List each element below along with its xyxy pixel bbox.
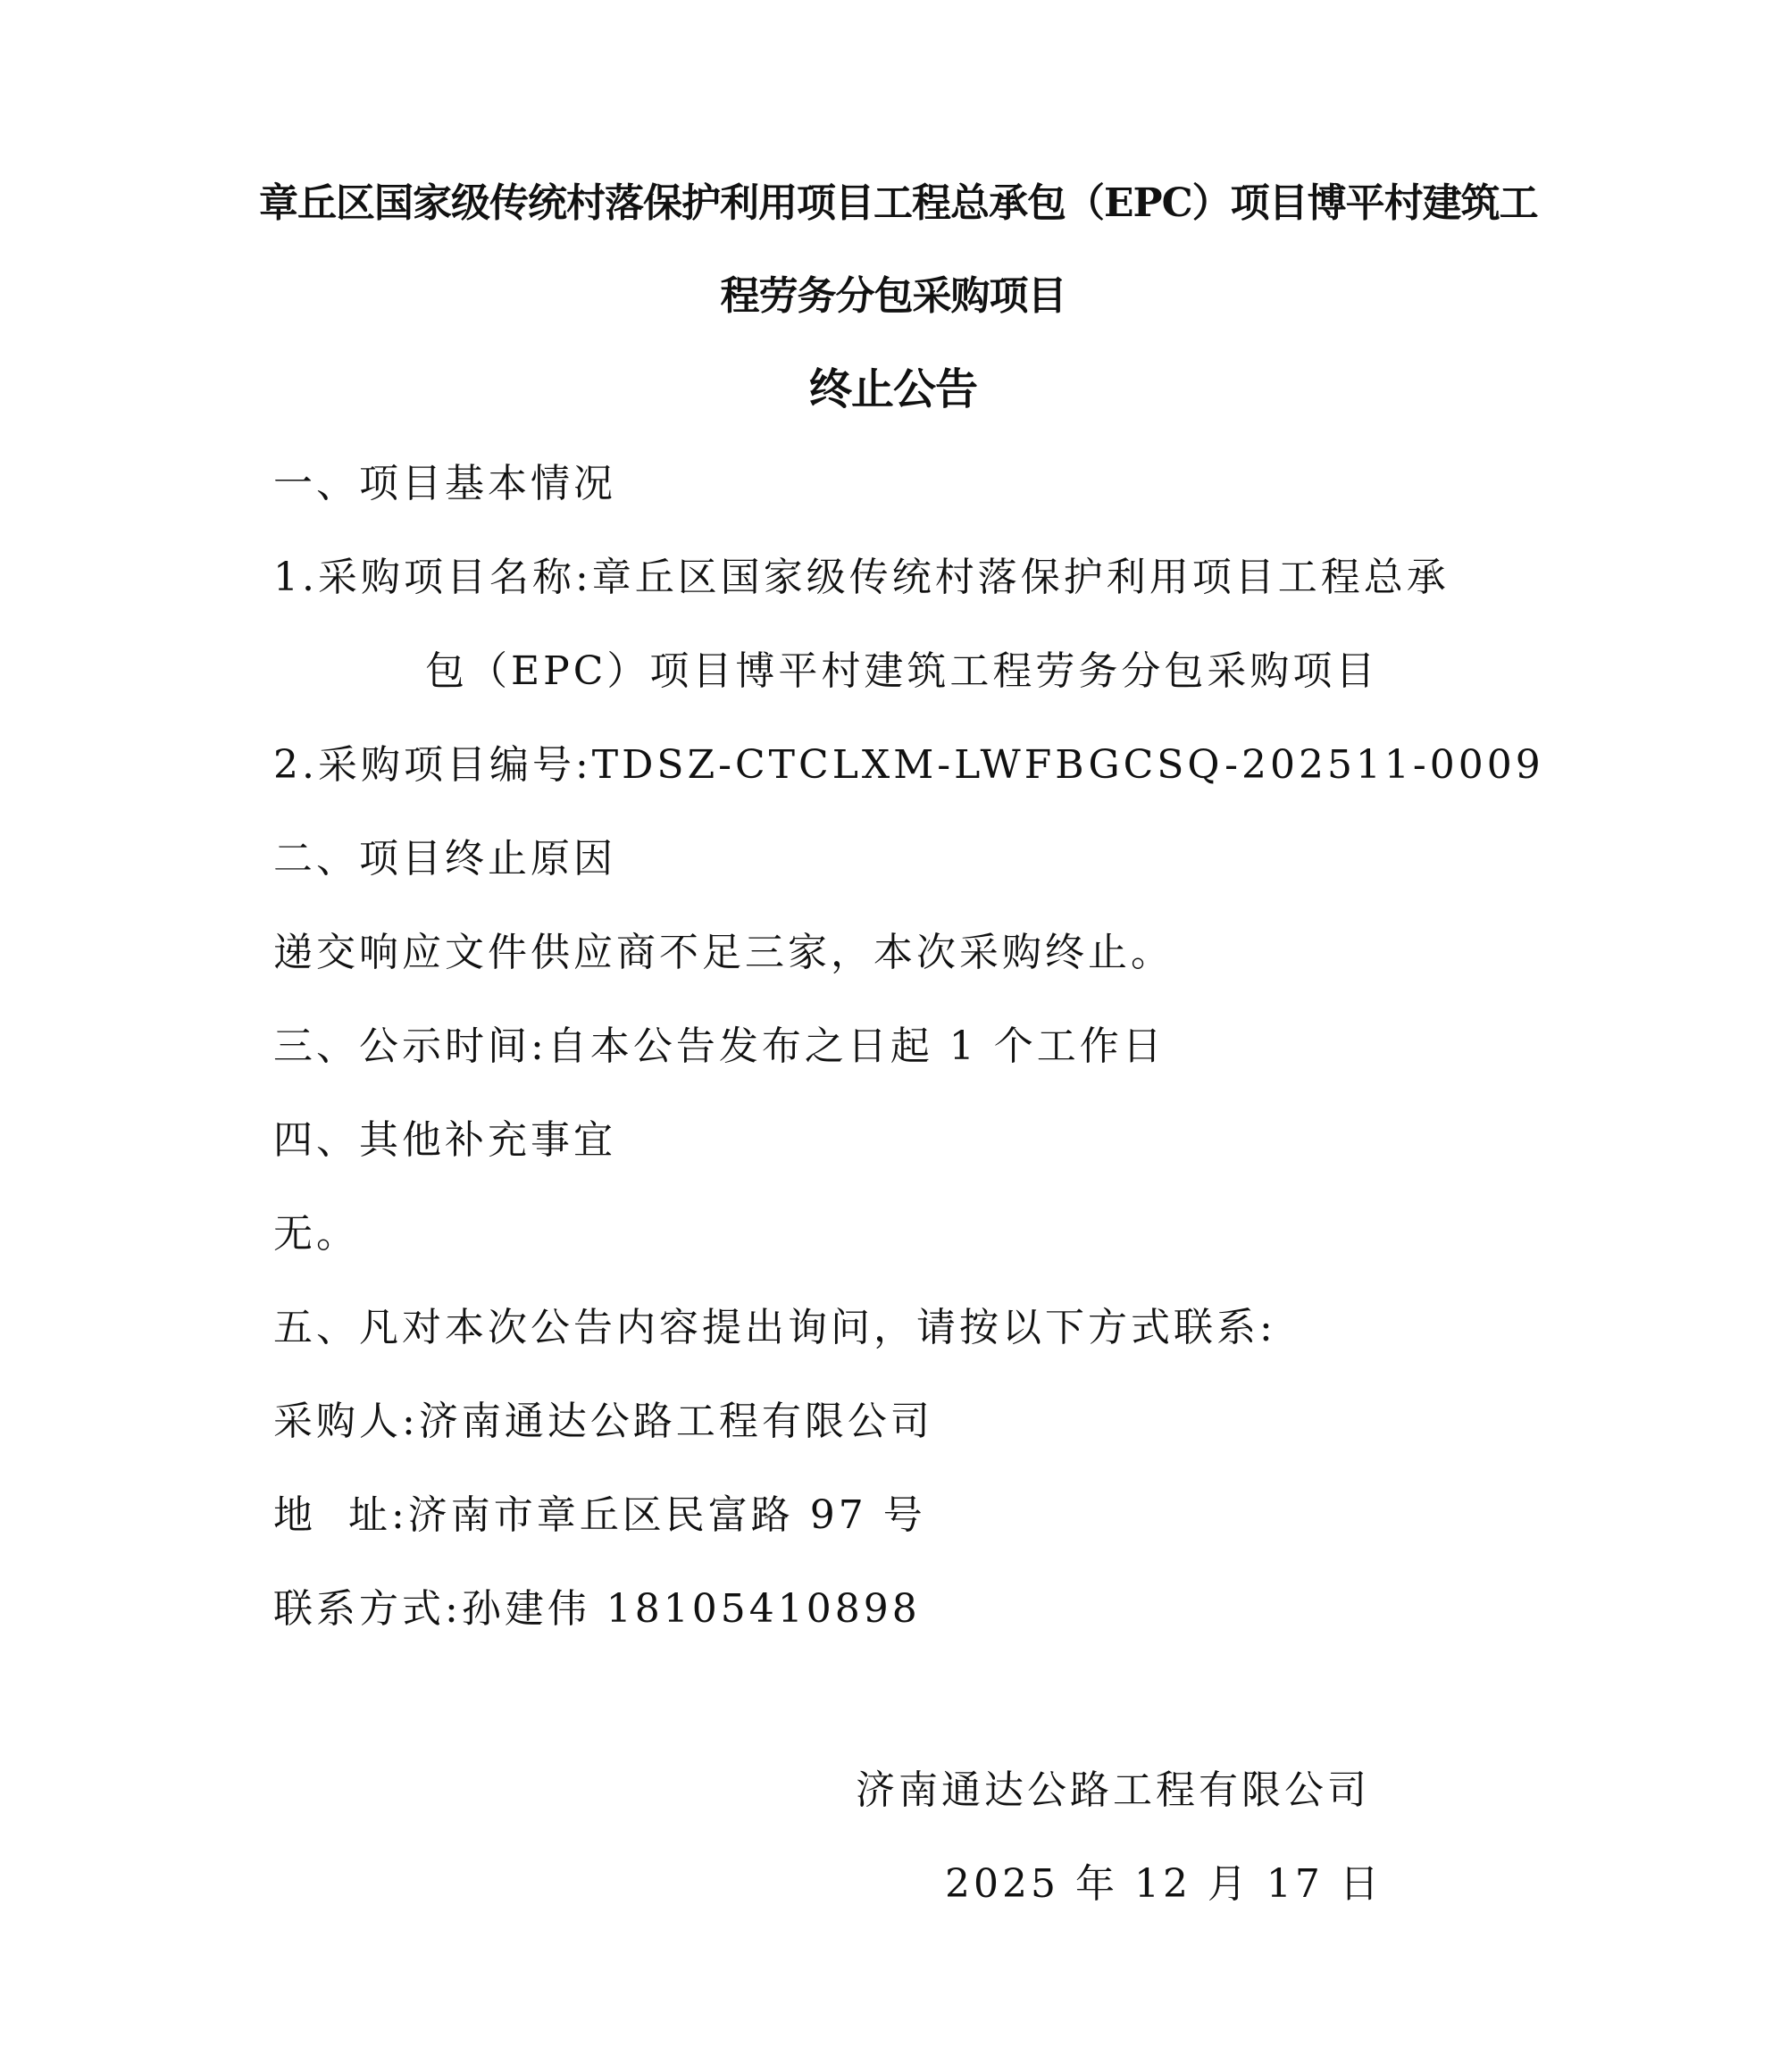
title-line-3: 终止公告 xyxy=(808,364,977,414)
section-2-heading: 二、项目终止原因 xyxy=(273,836,616,881)
signature-date: 2025 年 12 月 17 日 xyxy=(945,1861,1383,1907)
section-5-heading: 五、凡对本次公告内容提出询问，请按以下方式联系: xyxy=(273,1305,1276,1350)
project-name-line-2: 包（EPC）项目博平村建筑工程劳务分包采购项目 xyxy=(425,648,1379,694)
title-line-2: 程劳务分包采购项目 xyxy=(720,273,1066,319)
project-number: 2.采购项目编号:TDSZ-CTCLXM-LWFBGCSQ-202511-0009 xyxy=(273,742,1544,788)
section-4-body: 无。 xyxy=(273,1211,359,1257)
project-name-line-1: 1.采购项目名称:章丘区国家级传统村落保护利用项目工程总承 xyxy=(273,555,1450,600)
title-line-1: 章丘区国家级传统村落保护利用项目工程总承包（EPC）项目博平村建筑工 xyxy=(259,180,1538,226)
address: 地 址:济南市章丘区民富路 97 号 xyxy=(273,1492,926,1538)
termination-reason: 递交响应文件供应商不足三家，本次采购终止。 xyxy=(273,930,1174,975)
signature-company: 济南通达公路工程有限公司 xyxy=(856,1767,1370,1813)
section-1-heading: 一、项目基本情况 xyxy=(273,461,616,506)
purchaser: 采购人:济南通达公路工程有限公司 xyxy=(273,1399,933,1444)
contact: 联系方式:孙建伟 18105410898 xyxy=(273,1586,921,1632)
section-3-heading: 三、公示时间:自本公告发布之日起 1 个工作日 xyxy=(273,1023,1166,1069)
section-4-heading: 四、其他补充事宜 xyxy=(273,1117,616,1163)
